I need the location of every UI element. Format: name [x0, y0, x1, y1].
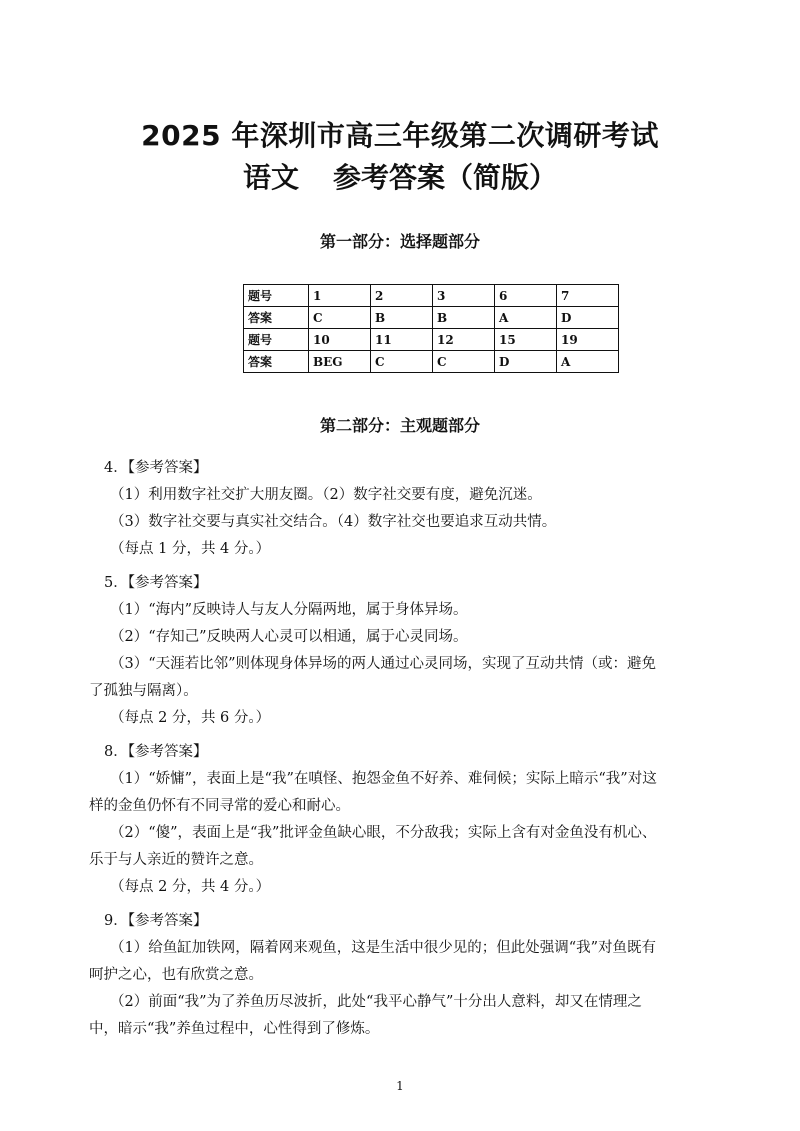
answer-line: （1）给鱼缸加铁网，隔着网来观鱼，这是生活中很少见的；但此处强调“我”对鱼既有 — [110, 940, 657, 956]
score-note: （每点 1 分，共 4 分。） — [110, 541, 271, 557]
answer-line: （1）“娇慵”，表面上是“我”在嗔怪、抱怨金鱼不好养、难伺候；实际上暗示“我”对这 — [110, 771, 657, 787]
table-cell: B — [371, 307, 433, 329]
table-cell: C — [371, 351, 433, 373]
table-cell: 7 — [557, 285, 619, 307]
answer-line: （2）“存知己”反映两人心灵可以相通，属于心灵同场。 — [110, 629, 468, 645]
table-cell: A — [557, 351, 619, 373]
table-cell: A — [495, 307, 557, 329]
page-number: 1 — [396, 1079, 404, 1093]
table-cell: C — [309, 307, 371, 329]
table-row — [244, 307, 619, 329]
score-note: （每点 2 分，共 6 分。） — [110, 710, 271, 726]
table-cell: 19 — [557, 329, 619, 351]
table-cell: 10 — [309, 329, 371, 351]
question-head: 4．【参考答案】 — [104, 460, 208, 476]
table-cell: D — [557, 307, 619, 329]
table-row — [244, 351, 619, 373]
answer-line: 了孤独与隔离）。 — [89, 683, 198, 699]
question-head: 5．【参考答案】 — [104, 575, 208, 591]
answer-line: 样的金鱼仍怀有不同寻常的爱心和耐心。 — [89, 798, 350, 814]
answer-key-label: 参考答案（简版） — [333, 161, 558, 194]
exam-title: 2025 年深圳市高三年级第二次调研考试 — [141, 119, 659, 152]
table-cell: 答案 — [244, 307, 309, 329]
answer-line: 乐于与人亲近的赞许之意。 — [89, 852, 263, 868]
part2-heading: 第二部分：主观题部分 — [319, 416, 480, 435]
table-cell: 15 — [495, 329, 557, 351]
table-cell: 答案 — [244, 351, 309, 373]
answer-line: （2）“傻”，表面上是“我”批评金鱼缺心眼，不分敌我；实际上含有对金鱼没有机心、 — [110, 825, 657, 841]
table-cell: 12 — [433, 329, 495, 351]
exam-subtitle — [0, 156, 800, 196]
question-head: 9．【参考答案】 — [104, 913, 208, 929]
answer-table — [243, 284, 619, 373]
table-row — [244, 329, 619, 351]
part1-heading: 第一部分：选择题部分 — [319, 232, 480, 251]
table-cell: 3 — [433, 285, 495, 307]
table-cell: 6 — [495, 285, 557, 307]
answer-line: 中，暗示“我”养鱼过程中，心性得到了修炼。 — [89, 1021, 380, 1037]
table-row — [244, 285, 619, 307]
answer-line: （3）“天涯若比邻”则体现身体异场的两人通过心灵同场，实现了互动共情（或：避免 — [110, 656, 657, 672]
subject-label: 语文 — [242, 161, 299, 194]
question-head: 8．【参考答案】 — [104, 744, 208, 760]
answer-line: （1）利用数字社交扩大朋友圈。（2）数字社交要有度，避免沉迷。 — [110, 487, 542, 503]
answer-line: （1）“海内”反映诗人与友人分隔两地，属于身体异场。 — [110, 602, 468, 618]
table-cell: B — [433, 307, 495, 329]
table-cell: D — [495, 351, 557, 373]
answer-line: （3）数字社交要与真实社交结合。（4）数字社交也要追求互动共情。 — [110, 514, 557, 530]
table-cell: 2 — [371, 285, 433, 307]
table-cell: 题号 — [244, 285, 309, 307]
answer-line: 呵护之心，也有欣赏之意。 — [89, 967, 263, 983]
table-cell: BEG — [309, 351, 371, 373]
score-note: （每点 2 分，共 4 分。） — [110, 879, 271, 895]
table-cell: 题号 — [244, 329, 309, 351]
table-cell: 1 — [309, 285, 371, 307]
table-cell: C — [433, 351, 495, 373]
answer-line: （2）前面“我”为了养鱼历尽波折，此处“我平心静气”十分出人意料，却又在情理之 — [110, 994, 642, 1010]
table-cell: 11 — [371, 329, 433, 351]
